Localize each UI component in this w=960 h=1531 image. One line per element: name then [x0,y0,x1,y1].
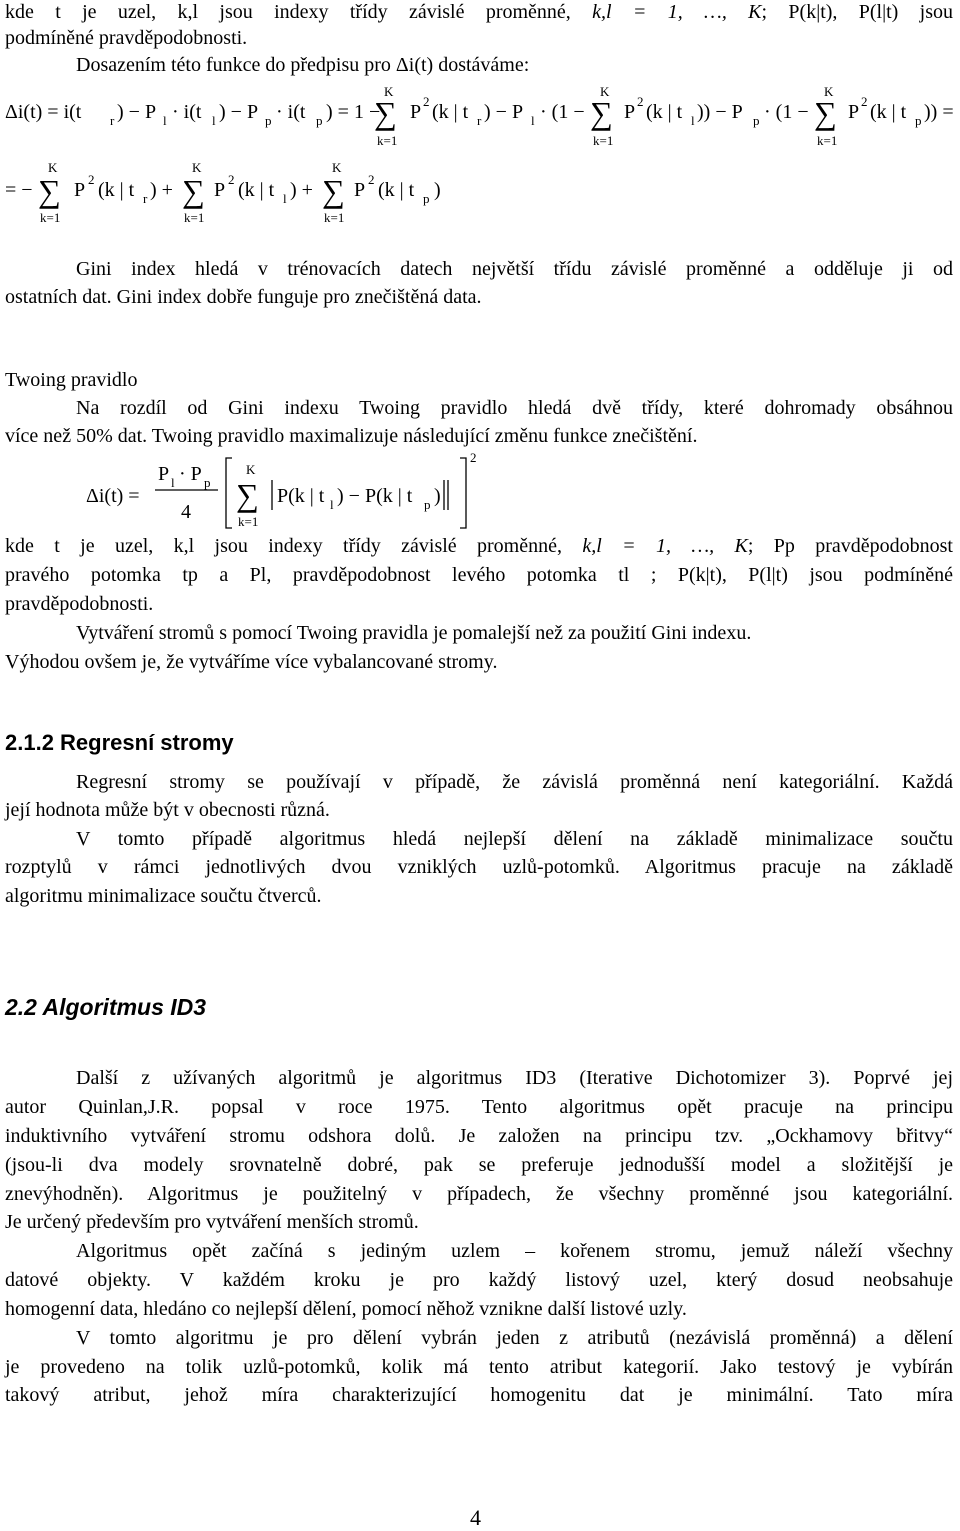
svg-text:P: P [74,179,86,201]
svg-text:P(k | t: P(k | t [277,485,325,507]
svg-text:p: p [915,113,922,128]
svg-text:· i(t: · i(t [172,101,202,123]
twoing-after-line-1-post: ; Pp pravděpodobnost [747,535,953,557]
svg-text:l: l [531,113,535,128]
intro-line-1-italic: k,l = 1, …, K [592,1,762,23]
svg-text:2: 2 [637,94,644,109]
intro-line-1-post: ; P(k|t), P(l|t) jsou [761,1,953,23]
id3-p2-line: homogenní data, hledáno co nejlepší dělení, pomocí něhož vznikne další listové uzly. [5,1298,687,1320]
svg-text:K: K [192,160,202,175]
svg-text:) +: ) + [290,179,313,201]
svg-text:∑: ∑ [182,173,205,209]
svg-text:p: p [424,497,431,512]
svg-text:· (1 −: · (1 − [764,101,809,123]
id3-p1-line: induktivního vytváření stromu odshora dolů. Je založen na principu tzv. „Ockhamovy břitvy“ [5,1125,953,1147]
twoing-after-line-3: pravděpodobnosti. [5,593,154,615]
intro-line-2: podmíněné pravděpodobnosti. [5,27,248,49]
svg-text:p: p [316,113,323,128]
svg-text:P: P [848,101,860,123]
svg-text:P: P [158,463,170,485]
svg-text:r: r [110,113,115,128]
svg-text:∑: ∑ [322,173,345,209]
twoing-line-2: více než 50% dat. Twoing pravidlo maximalizuje následující změnu funkce znečištění. [5,425,698,447]
svg-text:r: r [143,191,148,206]
svg-text:l: l [283,191,287,206]
id3-p1-line: Je určený především pro vytváření menších stromů. [5,1211,419,1233]
section-heading-id3: 2.2 Algoritmus ID3 [5,994,207,1020]
twoing-equation [0,0,960,540]
twoing-eq-exponent: 2 [470,450,477,465]
svg-text:K: K [332,160,342,175]
twoing-after-line-2: pravého potomka tp a Pl, pravděpodobnost levého potomka tl ; P(k|t), P(l|t) jsou podmíněné [5,564,953,586]
svg-text:= −: = − [5,179,33,201]
svg-text:p: p [753,113,760,128]
eq-row1-lhs: Δi(t) = i(t [5,101,82,123]
svg-text:2: 2 [368,172,375,187]
regresni-p2-line-3: algoritmu minimalizace součtu čtverců. [5,885,322,907]
id3-p1-line: (jsou-li dva modely srovnatelně dobré, pak se preferuje jednodušší model a složitější je [5,1154,953,1176]
twoing-after-line-1-italic: k,l = 1, …, K [582,535,748,557]
svg-text:): ) [434,179,441,201]
svg-text:K: K [384,84,394,99]
svg-text:l: l [212,113,216,128]
svg-text:P: P [214,179,226,201]
svg-text:(k | t: (k | t [238,179,275,201]
svg-text:(k | t: (k | t [432,101,469,123]
twoing-after-line-1-pre: kde t je uzel, k,l jsou indexy třídy závislé proměnné, [5,535,583,557]
svg-text:∑: ∑ [236,477,259,513]
svg-text:k=1: k=1 [817,133,838,148]
gini-para-line-1: Gini index hledá v trénovacích datech největší třídu závislé proměnné a odděluje ji od [76,258,953,280]
svg-text:) +: ) + [150,179,173,201]
id3-p3-line: je provedeno na tolik uzlů-potomků, kolik má tento atribut kategorií. Jako testový je vybírán [5,1356,953,1378]
svg-text:· (1 −: · (1 − [540,101,585,123]
svg-text:(k | t: (k | t [98,179,135,201]
svg-text:∑: ∑ [38,173,61,209]
svg-text:K: K [824,84,834,99]
intro-line-1-pre: kde t je uzel, k,l jsou indexy třídy závislé proměnné, [5,1,593,23]
twoing-p2-line-1: Vytváření stromů s pomocí Twoing pravidla je pomalejší než za použití Gini indexu. [76,622,752,644]
svg-text:) − P: ) − P [219,101,259,123]
svg-text:· P: · P [179,463,202,485]
id3-p3-line: takový atribut, jehož míra charakterizující homogenitu dat je minimální. Tato míra [5,1384,953,1406]
id3-p1-line: autor Quinlan,J.R. popsal v roce 1975. Tento algoritmus opět pracuje na principu [5,1096,953,1118]
svg-text:l: l [163,113,167,128]
regresni-p1-line-1: Regresní stromy se používají v případě, že závislá proměnná není kategoriální. Každá [76,771,953,793]
svg-text:) − P: ) − P [484,101,524,123]
svg-text:p: p [423,191,430,206]
id3-p2-line: datové objekty. V každém kroku je pro každý listový uzel, který dosud neobsahuje [5,1269,953,1291]
svg-text:∑: ∑ [590,95,613,131]
svg-text:∑: ∑ [814,95,837,131]
svg-text:K: K [246,462,256,477]
svg-text:P: P [410,101,422,123]
id3-p1-line: Další z užívaných algoritmů je algoritmus ID3 (Iterative Dichotomizer 3). Poprvé jej [76,1067,953,1089]
svg-text:K: K [48,160,58,175]
regresni-p2-line-1: V tomto případě algoritmus hledá nejlepší dělení na základě minimalizace součtu [76,828,953,850]
section-heading-regresni-stromy: 2.1.2 Regresní stromy [5,730,234,755]
svg-text:(k | t: (k | t [378,179,415,201]
svg-text:P: P [354,179,366,201]
intro-line-3: Dosazením této funkce do předpisu pro Δi(t) dostáváme: [76,54,530,76]
svg-text:k=1: k=1 [377,133,398,148]
svg-text:∑: ∑ [374,95,397,131]
twoing-heading: Twoing pravidlo [5,369,138,391]
svg-text:2: 2 [861,94,868,109]
id3-p2-line: Algoritmus opět začíná s jediným uzlem – kořenem stromu, jemuž náleží všechny [76,1240,953,1262]
regresni-p2-line-2: rozptylů v rámci jednotlivých dvou vzniklých uzlů-potomků. Algoritmus pracuje na základě [5,856,953,878]
svg-text:(k | t: (k | t [870,101,907,123]
svg-text:k=1: k=1 [238,514,259,529]
id3-p3-line: V tomto algoritmu je pro dělení vybrán jeden z atributů (nezávislá proměnná) a dělení [76,1327,953,1349]
id3-p1-line: znevýhodněn). Algoritmus je použitelný v případech, že všechny proměnné jsou kategoriální. [5,1183,953,1205]
gini-para-line-2: ostatních dat. Gini index dobře funguje pro znečištěná data. [5,286,482,308]
svg-text:(k | t: (k | t [646,101,683,123]
svg-text:l: l [171,475,175,490]
twoing-after-line-1 [5,534,953,558]
svg-text:p: p [204,475,211,490]
svg-text:r: r [477,113,482,128]
svg-text:4: 4 [181,501,191,523]
svg-text:k=1: k=1 [184,210,205,225]
svg-text:K: K [600,84,610,99]
svg-text:2: 2 [88,172,95,187]
svg-text:)) =: )) = [924,101,954,123]
svg-text:l: l [691,113,695,128]
svg-text:p: p [265,113,272,128]
svg-text:k=1: k=1 [324,210,345,225]
page-number: 4 [470,1505,481,1530]
svg-text:2: 2 [423,94,430,109]
regresni-p1-line-2: její hodnota může být v obecnosti různá. [5,799,330,821]
twoing-line-1: Na rozdíl od Gini indexu Twoing pravidlo hledá dvě třídy, které dohromady obsáhnou [76,397,953,419]
svg-text:)) − P: )) − P [697,101,743,123]
svg-text:2: 2 [228,172,235,187]
svg-text:) = 1 −: ) = 1 − [326,101,381,123]
twoing-p2-line-2: Výhodou ovšem je, že vytváříme více vybalancované stromy. [5,651,498,673]
svg-text:k=1: k=1 [40,210,61,225]
svg-text:· i(t: · i(t [276,101,306,123]
svg-text:l: l [330,497,334,512]
svg-text:P: P [624,101,636,123]
svg-text:) − P: ) − P [117,101,157,123]
svg-text:): ) [434,485,441,507]
svg-text:Δi(t) =: Δi(t) = [86,485,140,507]
svg-text:k=1: k=1 [593,133,614,148]
svg-text:) − P(k | t: ) − P(k | t [337,485,413,507]
